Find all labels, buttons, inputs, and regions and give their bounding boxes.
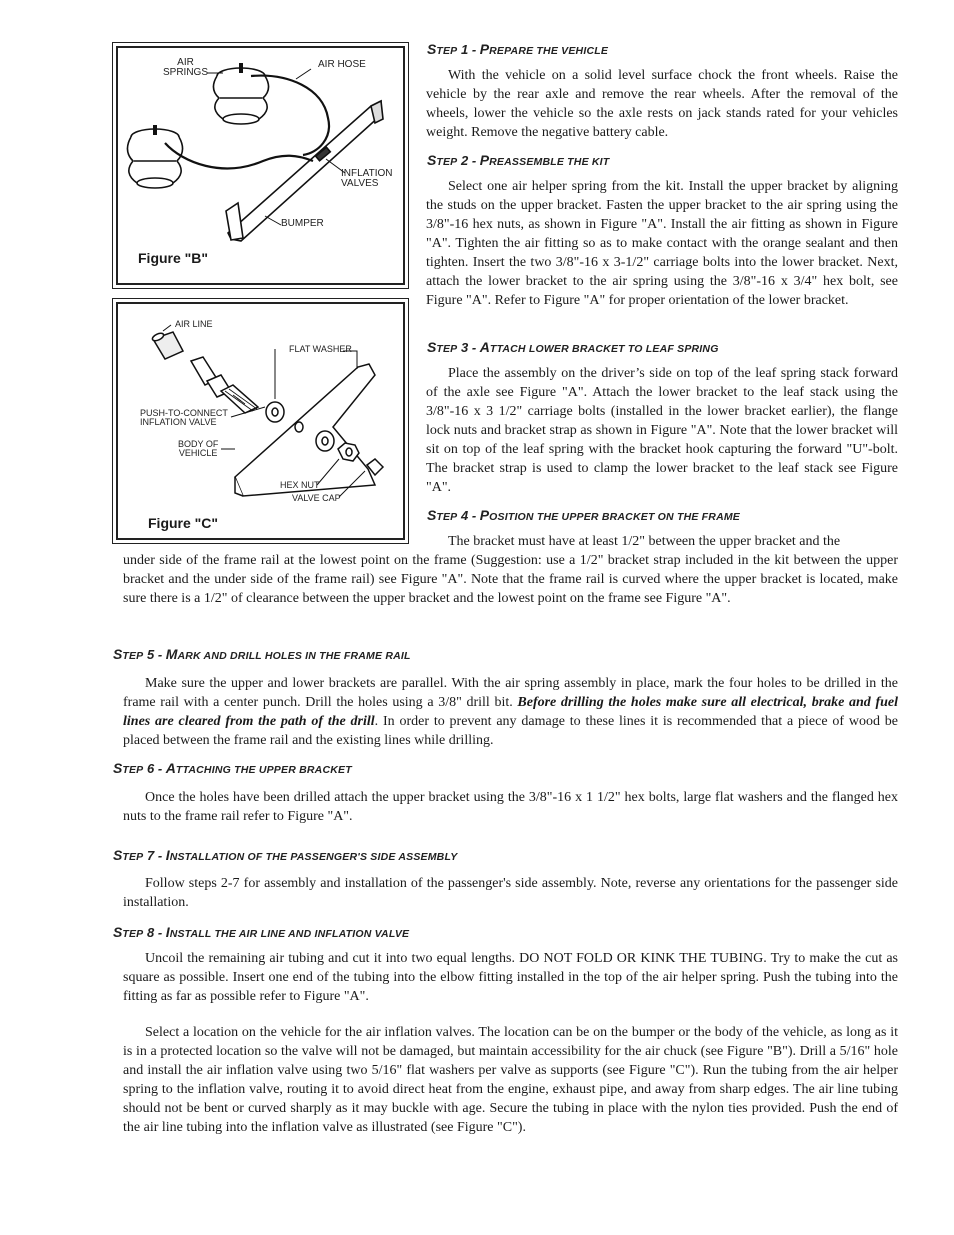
step-2-text: Select one air helper spring from the kit. Install the upper bracket by aligning the studs on the upper bracket. Fasten the upper bracket to the air spring using the 3/8"-16 hex nuts, as shown in Figure "A". Install the air fitting as shown in Figure "A". Tighten the air fitting so as to make contact with the orange sealant and then tighten. Insert the two 3/8"-16 x 3-1/2" carriage bolts into the lower bracket. Next, attach the lower bracket to the air spring using the 3/8"-16 x 3/4" hex bolt, see Figure "A". Refer to Figure "A" for proper orientation of the lower bracket. xyxy=(426,179,898,308)
step-3-heading: STEP 3 - ATTACH LOWER BRACKET TO LEAF SPRING xyxy=(427,339,719,355)
figure-b-caption: Figure "B" xyxy=(138,250,209,266)
step-1-heading: STEP 1 - PREPARE THE VEHICLE xyxy=(427,41,609,57)
figure-b-label-air-hose: AIR HOSE xyxy=(318,59,366,70)
figure-c-label-air-line: AIR LINE xyxy=(175,319,213,329)
step-5-text: Make sure the upper and lower brackets are parallel. With the air spring assembly in place, mark the four holes to be drilled in the frame rail with a center punch. Drill the holes using a 3/8" drill bit. Before drilling the holes make sure all electrical, brake and fuel lines are cleared from the path of the drill. In order to prevent any damage to these lines it is recommended that a piece of wood be placed between the frame rail and the existing lines while drilling. xyxy=(123,676,899,748)
figure-c-label-flat-washer: FLAT WASHER xyxy=(289,344,352,354)
step-4-text-b: under side of the frame rail at the lowest point on the frame (Suggestion: use a 1/2" bracket strap included in the kit between the upper bracket and the under side of the frame rail) see Figure "A". Note that the frame rail is curved where the upper bracket is located, make sure there is a 1/2" of clearance between the upper bracket and the lowest point on the frame see Figure "A". xyxy=(123,553,898,606)
step-4-text-a: The bracket must have at least 1/2" between the upper bracket and the xyxy=(448,534,841,549)
step-3-text: Place the assembly on the driver’s side on top of the leaf spring stack forward of the axle see Figure "A". Attach the lower bracket to the leaf stack using the 3/8"-16 x 3 1/2" carriage bolts (installed in the lower bracket earlier), the flange lock nuts and bracket strap as shown in Figure "A". Note that the lower bracket will sit on top of the leaf spring with the bracket hook capturing the forward "U"-bolt. The bracket strap is used to clamp the lower bracket to the leaf stack see Figure "A". xyxy=(426,366,898,495)
figure-c-label-hex-nut: HEX NUT xyxy=(280,480,320,490)
figure-c-label-push-to-connect: PUSH-TO-CONNECT INFLATION VALVE xyxy=(140,408,228,427)
step-6-heading: STEP 6 - ATTACHING THE UPPER BRACKET xyxy=(113,760,352,776)
step-1-text: With the vehicle on a solid level surface chock the front wheels. Raise the vehicle by the rear axle and remove the rear wheels. After the removal of the wheels, lower the vehicle so the axle rests on jack stands rated for your vehicles weight. Remove the negative battery cable. xyxy=(426,68,898,140)
step-7-text: Follow steps 2-7 for assembly and installation of the passenger's side assembly. Note, reverse any orientations for the passenger side installation. xyxy=(123,876,898,910)
figure-b-label-air-springs: AIR SPRINGS xyxy=(163,57,209,78)
step-8-text: Uncoil the remaining air tubing and cut it into two equal lengths. DO NOT FOLD OR KINK THE TUBING. Try to make the cut as square as possible. Insert one end of the tubing into the elbow fitting installed in the top of the air helper spring. Push the tubing into the fitting as far as possible refer to Figure "A". xyxy=(123,951,898,1004)
figure-b xyxy=(112,42,409,289)
figure-b-label-bumper: BUMPER xyxy=(281,218,324,229)
step-8-text-2: Select a location on the vehicle for the air inflation valves. The location can be on the bumper or the body of the vehicle, as long as it is in a protected location so the valve will not be damaged, but maintain accessibility for the air chuck (see Figure "B"). Drill a 5/16" hole and install the air inflation valve using two 5/16" flat washers per valve as supports (see Figure "C"). Run the tubing from the air helper spring to the inflation valve, routing it to avoid direct heat from the engine, exhaust pipe, and away from sharp edges. The air line tubing should not be bent or curved sharply as it may buckle with age. Secure the tubing in place with the nylon ties provided. Push the end of the air line tubing into the inflation valve as illustrated (see Figure "C"). xyxy=(123,1025,898,1135)
figure-c-caption: Figure "C" xyxy=(148,515,219,531)
figure-c xyxy=(112,298,409,544)
figure-c-label-body-of-vehicle: BODY OF VEHICLE xyxy=(178,439,219,458)
step-7-heading: STEP 7 - INSTALLATION OF THE PASSENGER'S SIDE ASSEMBLY xyxy=(113,847,458,863)
figure-c-label-valve-cap: VALVE CAP xyxy=(292,493,341,503)
step-5-warning: Before drilling the holes make sure all electrical, brake and fuel lines are cleared from the path of the drill xyxy=(123,695,899,729)
step-2-heading: STEP 2 - PREASSEMBLE THE KIT xyxy=(427,152,610,168)
step-5-heading: STEP 5 - MARK AND DRILL HOLES IN THE FRAME RAIL xyxy=(113,646,411,662)
step-4-heading: STEP 4 - POSITION THE UPPER BRACKET ON THE FRAME xyxy=(427,507,740,523)
step-8-heading: STEP 8 - INSTALL THE AIR LINE AND INFLATION VALVE xyxy=(113,924,410,940)
step-6-text: Once the holes have been drilled attach the upper bracket using the 3/8"-16 x 1 1/2" hex bolts, large flat washers and the flanged hex nuts to the frame rail refer to Figure "A". xyxy=(123,790,898,824)
figure-b-label-inflation-valves: INFLATION VALVES xyxy=(341,168,393,189)
